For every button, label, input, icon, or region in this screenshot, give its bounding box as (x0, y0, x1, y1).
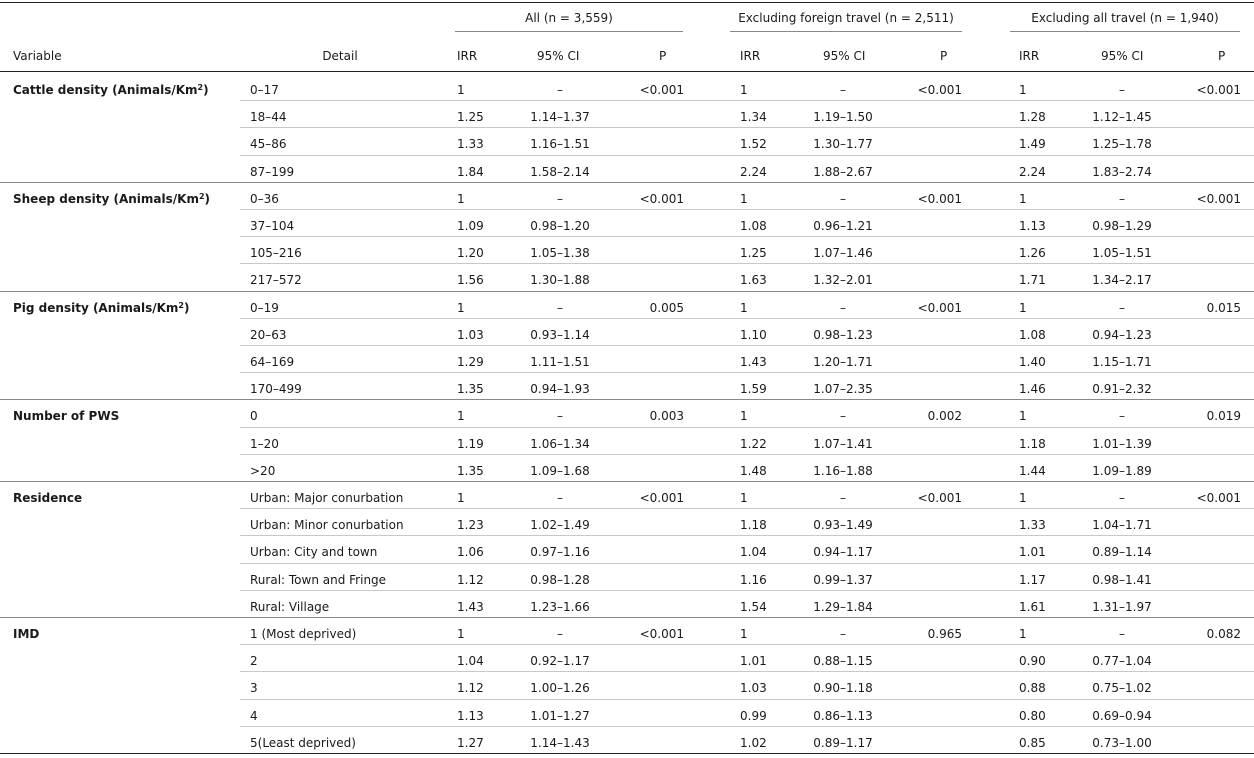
ci-cell: – (840, 300, 846, 315)
detail-cell: 18–44 (250, 110, 287, 125)
p-value-cell: <0.001 (639, 627, 684, 641)
p-value-cell: <0.001 (639, 83, 684, 97)
irr-cell: 1.08 (740, 219, 767, 233)
ci-cell: – (840, 191, 846, 206)
ci-cell: 0.94–1.93 (530, 382, 590, 397)
irr-cell: 1.18 (1019, 436, 1046, 451)
detail-cell: 0 (250, 409, 258, 424)
detail-cell: Urban: Major conurbation (250, 491, 404, 505)
column-header-variable: Variable (13, 49, 62, 63)
irr-cell: 1 (457, 627, 465, 641)
irr-cell: 1.19 (457, 436, 484, 451)
irr-cell: 1 (740, 83, 748, 97)
ci-cell: – (840, 409, 846, 424)
irr-cell: 1.03 (740, 681, 767, 696)
row-divider (240, 535, 1254, 536)
variable-label (13, 627, 39, 641)
irr-cell: 1.01 (740, 654, 767, 669)
irr-cell: 1.33 (457, 137, 484, 152)
irr-cell: 1.12 (457, 681, 484, 696)
column-header-irr: IRR (1019, 49, 1040, 63)
ci-cell: 1.02–1.49 (530, 518, 590, 533)
detail-cell: 2 (250, 654, 258, 669)
irr-cell: 1.28 (1019, 110, 1046, 125)
irr-cell: 1.44 (1019, 463, 1046, 478)
column-header-p: P (1218, 49, 1226, 63)
row-divider (240, 644, 1254, 645)
ci-cell: 0.89–1.14 (1092, 545, 1152, 560)
irr-cell: 1.02 (740, 735, 767, 750)
ci-cell: 0.94–1.23 (1092, 327, 1152, 342)
irr-cell: 1.56 (457, 273, 484, 288)
irr-cell: 1.10 (740, 327, 767, 342)
irr-cell: 1.04 (740, 545, 767, 560)
variable-label (13, 491, 82, 505)
section-divider (0, 399, 1254, 400)
ci-cell: 0.77–1.04 (1092, 654, 1152, 669)
detail-cell: 1–20 (250, 436, 279, 451)
ci-cell: 0.73–1.00 (1092, 735, 1152, 750)
irr-cell: 1 (740, 409, 748, 424)
p-value-cell: <0.001 (1196, 491, 1241, 505)
irr-cell: 1.22 (740, 436, 767, 451)
irr-cell: 1.25 (740, 246, 767, 261)
ci-cell: 0.90–1.18 (813, 681, 873, 696)
detail-cell: Rural: Village (250, 599, 330, 614)
superscript: 2 (197, 83, 204, 92)
irr-cell: 1 (457, 409, 465, 424)
superscript: 2 (178, 300, 184, 310)
ci-cell: – (1119, 491, 1125, 505)
ci-cell: 1.07–1.41 (813, 436, 873, 451)
irr-cell: 1 (457, 300, 465, 315)
row-divider (240, 263, 1254, 264)
detail-cell: 37–104 (250, 219, 295, 233)
row-divider (240, 590, 1254, 591)
header-bottom-rule (0, 71, 1254, 72)
ci-cell: – (557, 83, 563, 97)
ci-cell: 1.23–1.66 (530, 599, 590, 614)
ci-cell: 0.99–1.37 (813, 572, 873, 587)
section-divider (0, 291, 1254, 292)
ci-cell: 1.09–1.68 (530, 463, 590, 478)
detail-cell: 64–169 (250, 355, 295, 369)
irr-cell: 1.71 (1019, 273, 1046, 288)
ci-cell: 1.29–1.84 (813, 599, 873, 614)
ci-cell: 0.88–1.15 (813, 654, 873, 669)
detail-cell: 1 (Most deprived) (250, 627, 357, 641)
ci-cell: – (1119, 409, 1125, 424)
section-divider (0, 481, 1254, 482)
variable-label (13, 192, 210, 206)
row-divider (240, 508, 1254, 509)
ci-cell: 1.20–1.71 (813, 355, 873, 369)
irr-cell: 1.40 (1019, 355, 1046, 369)
p-value-cell: <0.001 (917, 83, 962, 97)
ci-cell: – (557, 191, 563, 206)
irr-cell: 1.35 (457, 382, 484, 397)
ci-cell: – (557, 491, 563, 505)
ci-cell: 1.31–1.97 (1092, 599, 1152, 614)
irr-cell: 1.03 (457, 327, 484, 342)
section-divider (0, 182, 1254, 183)
ci-cell: – (840, 627, 846, 641)
variable-label-end: ) (203, 83, 209, 97)
ci-cell: 1.12–1.45 (1092, 110, 1152, 125)
ci-cell: 1.14–1.43 (530, 735, 590, 750)
ci-cell: 1.14–1.37 (530, 110, 590, 125)
row-divider (240, 563, 1254, 564)
irr-cell: 1.33 (1019, 518, 1046, 533)
detail-cell: >20 (250, 463, 276, 478)
irr-cell: 1.06 (457, 545, 484, 560)
column-header-detail: Detail (322, 49, 358, 63)
irr-cell: 1 (1019, 627, 1027, 641)
p-value-cell: <0.001 (639, 491, 684, 505)
ci-cell: – (557, 300, 563, 315)
detail-cell: 45–86 (250, 137, 287, 152)
ci-cell: – (1119, 300, 1125, 315)
column-header-p: P (940, 49, 948, 63)
ci-cell: 1.01–1.27 (530, 708, 590, 723)
ci-cell: 0.92–1.17 (530, 654, 590, 669)
irr-cell: 1.49 (1019, 137, 1046, 152)
group-underline-excl-all (1010, 31, 1240, 32)
column-header-irr: IRR (740, 49, 761, 63)
ci-cell: 0.86–1.13 (813, 708, 873, 723)
ci-cell: 1.15–1.71 (1092, 355, 1152, 369)
irr-cell: 1 (740, 627, 748, 641)
irr-cell: 0.85 (1019, 735, 1046, 750)
irr-cell: 1.09 (457, 219, 484, 233)
row-divider (240, 155, 1254, 156)
ci-cell: 1.30–1.88 (530, 273, 590, 288)
variable-label-text: IMD (13, 627, 40, 641)
ci-cell: 1.04–1.71 (1092, 518, 1152, 533)
p-value-cell: <0.001 (1196, 83, 1241, 97)
variable-label-end: ) (204, 191, 211, 206)
column-header-p: P (659, 49, 667, 63)
variable-label-text: Residence (13, 491, 83, 505)
ci-cell: 1.05–1.38 (530, 246, 590, 261)
irr-cell: 1.54 (740, 599, 767, 614)
group-header-excl-all: Excluding all travel (n = 1,940) (1031, 11, 1219, 25)
ci-cell: 0.94–1.17 (813, 545, 873, 560)
ci-cell: 1.11–1.51 (530, 355, 590, 369)
detail-cell: 0–19 (250, 300, 279, 315)
ci-cell: – (840, 83, 846, 97)
row-divider (240, 372, 1254, 373)
irr-cell: 1.26 (1019, 246, 1046, 261)
ci-cell: 1.09–1.89 (1092, 463, 1152, 478)
p-value-cell: <0.001 (917, 300, 962, 315)
column-header-ci: 95% CI (1101, 49, 1144, 63)
ci-cell: 1.34–2.17 (1092, 273, 1152, 288)
irr-cell: 1.08 (1019, 327, 1046, 342)
ci-cell: 1.05–1.51 (1092, 246, 1152, 261)
irr-cell: 1.18 (740, 518, 767, 533)
irr-cell: 1.13 (457, 708, 484, 723)
row-divider (240, 127, 1254, 128)
p-value-cell: <0.001 (639, 191, 684, 206)
ci-cell: 1.00–1.26 (530, 681, 590, 696)
ci-cell: 1.32–2.01 (813, 273, 873, 288)
row-divider (240, 236, 1254, 237)
ci-cell: 0.98–1.23 (813, 327, 873, 342)
irr-cell: 1.52 (740, 137, 767, 152)
ci-cell: 0.93–1.49 (813, 518, 873, 533)
ci-cell: 0.98–1.29 (1092, 219, 1152, 233)
row-divider (240, 427, 1254, 428)
irr-cell: 0.99 (740, 708, 767, 723)
section-divider (0, 617, 1254, 618)
detail-cell: 0–36 (250, 191, 279, 206)
irr-cell: 1.04 (457, 654, 484, 669)
ci-cell: – (1119, 83, 1125, 97)
ci-cell: 1.07–1.46 (813, 246, 873, 261)
irr-cell: 1 (1019, 409, 1027, 424)
variable-label (13, 409, 119, 423)
p-value-cell: 0.015 (1206, 300, 1241, 315)
ci-cell: 1.83–2.74 (1092, 164, 1152, 179)
irr-cell: 1.01 (1019, 545, 1046, 560)
irr-cell: 1 (1019, 83, 1027, 97)
irr-cell: 1.25 (457, 110, 484, 125)
p-value-cell: <0.001 (917, 491, 962, 505)
detail-cell: 3 (250, 681, 258, 696)
irr-cell: 1.43 (740, 355, 767, 369)
row-divider (240, 671, 1254, 672)
irr-cell: 1 (1019, 191, 1027, 206)
column-header-ci: 95% CI (823, 49, 866, 63)
ci-cell: 0.96–1.21 (813, 219, 873, 233)
p-value-cell: 0.019 (1206, 409, 1241, 424)
irr-cell: 1 (1019, 491, 1027, 505)
ci-cell: – (1119, 627, 1125, 641)
ci-cell: – (1119, 191, 1125, 206)
irr-cell: 1 (740, 491, 748, 505)
ci-cell: 0.93–1.14 (530, 327, 590, 342)
p-value-cell: 0.965 (927, 627, 962, 641)
irr-cell: 1.20 (457, 246, 484, 261)
ci-cell: 1.30–1.77 (813, 137, 873, 152)
irr-cell: 1.63 (740, 273, 767, 288)
ci-cell: 1.25–1.78 (1092, 137, 1152, 152)
ci-cell: 1.06–1.34 (530, 436, 590, 451)
variable-label-text: Cattle density (Animals/Km (13, 83, 198, 97)
irr-cell: 0.90 (1019, 654, 1046, 669)
ci-cell: 0.91–2.32 (1092, 382, 1152, 397)
irr-cell: 1.17 (1019, 572, 1046, 587)
detail-cell: 4 (250, 708, 258, 723)
row-divider (240, 209, 1254, 210)
row-divider (240, 318, 1254, 319)
group-underline-excl-foreign (730, 31, 962, 32)
p-value-cell: 0.003 (649, 409, 684, 424)
irr-cell: 1 (1019, 300, 1027, 315)
detail-cell: 87–199 (250, 164, 295, 179)
irr-cell: 1.34 (740, 110, 767, 125)
p-value-cell: 0.002 (927, 409, 962, 424)
table-bottom-rule (0, 753, 1254, 754)
group-header-all: All (n = 3,559) (525, 11, 613, 25)
variable-label-text: Number of PWS (13, 409, 120, 424)
detail-cell: 170–499 (250, 382, 302, 397)
irr-cell: 1.23 (457, 518, 484, 533)
variable-label (13, 301, 189, 315)
irr-cell: 1.59 (740, 382, 767, 397)
ci-cell: 0.98–1.41 (1092, 572, 1152, 587)
detail-cell: 0–17 (250, 83, 279, 97)
superscript: 2 (198, 191, 205, 201)
ci-cell: – (557, 409, 563, 424)
detail-cell: Urban: Minor conurbation (250, 518, 404, 533)
ci-cell: 1.88–2.67 (813, 164, 873, 179)
irr-cell: 1 (457, 83, 465, 97)
irr-cell: 2.24 (740, 164, 767, 179)
p-value-cell: <0.001 (1196, 191, 1241, 206)
detail-cell: 217–572 (250, 273, 302, 288)
column-header-ci: 95% CI (537, 49, 580, 63)
ci-cell: 0.69–0.94 (1092, 708, 1152, 723)
irr-cell: 1.16 (740, 572, 767, 587)
variable-label-text: Sheep density (Animals/Km (13, 191, 199, 206)
row-divider (240, 726, 1254, 727)
ci-cell: 1.16–1.88 (813, 463, 873, 478)
irr-cell: 1.84 (457, 164, 484, 179)
variable-label (13, 83, 209, 97)
irr-cell: 1.43 (457, 599, 484, 614)
irr-cell: 1 (457, 191, 465, 206)
ci-cell: 1.01–1.39 (1092, 436, 1152, 451)
variable-label-text: Pig density (Animals/Km (13, 300, 179, 315)
irr-cell: 1.61 (1019, 599, 1046, 614)
p-value-cell: 0.005 (649, 300, 684, 315)
irr-cell: 1.12 (457, 572, 484, 587)
irr-cell: 1 (740, 191, 748, 206)
detail-cell: 20–63 (250, 327, 287, 342)
detail-cell: Rural: Town and Fringe (250, 572, 387, 587)
irr-cell: 1.13 (1019, 219, 1046, 233)
ci-cell: 1.07–2.35 (813, 382, 873, 397)
group-header-excl-foreign: Excluding foreign travel (n = 2,511) (738, 11, 954, 25)
row-divider (240, 100, 1254, 101)
ci-cell: 1.58–2.14 (530, 164, 590, 179)
detail-cell: 5(Least deprived) (250, 735, 356, 750)
irr-cell: 0.80 (1019, 708, 1046, 723)
ci-cell: 1.19–1.50 (813, 110, 873, 125)
detail-cell: 105–216 (250, 246, 302, 261)
table-top-rule (0, 2, 1254, 3)
detail-cell: Urban: City and town (250, 545, 378, 560)
irr-cell: 1.46 (1019, 382, 1046, 397)
ci-cell: 0.75–1.02 (1092, 681, 1152, 696)
ci-cell: 0.98–1.20 (530, 219, 590, 233)
p-value-cell: 0.082 (1206, 627, 1241, 641)
irr-cell: 1.35 (457, 463, 484, 478)
irr-cell: 1.48 (740, 463, 767, 478)
irr-cell: 1 (457, 491, 465, 505)
p-value-cell: <0.001 (917, 191, 962, 206)
ci-cell: 1.16–1.51 (530, 137, 590, 152)
ci-cell: 0.89–1.17 (813, 735, 873, 750)
ci-cell: – (840, 491, 846, 505)
row-divider (240, 345, 1254, 346)
ci-cell: 0.97–1.16 (530, 545, 590, 560)
irr-cell: 1.27 (457, 735, 484, 750)
ci-cell: – (557, 627, 563, 641)
column-header-irr: IRR (457, 49, 478, 63)
irr-cell: 2.24 (1019, 164, 1046, 179)
row-divider (240, 454, 1254, 455)
group-underline-all (455, 31, 683, 32)
irr-cell: 1.29 (457, 355, 484, 369)
variable-label-end: ) (184, 300, 190, 315)
row-divider (240, 699, 1254, 700)
irr-cell: 1 (740, 300, 748, 315)
ci-cell: 0.98–1.28 (530, 572, 590, 587)
irr-cell: 0.88 (1019, 681, 1046, 696)
